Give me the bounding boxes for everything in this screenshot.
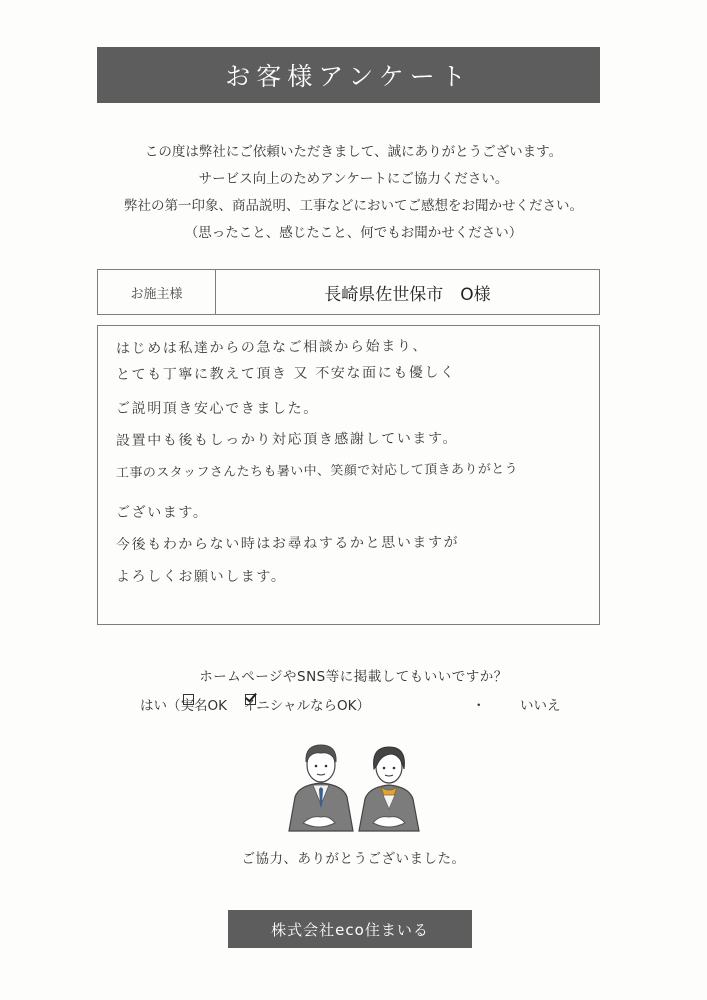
intro-line: この度は弊社にご依頼いただきまして、誠にありがとうございます。 (144, 144, 563, 160)
staff-woman-illustration (359, 747, 419, 831)
staff-man-illustration (289, 745, 353, 831)
comment-line: ご説明頂き安心できました。 (116, 401, 319, 417)
intro-line: 弊社の第一印象、商品説明、工事などにおいてご感想をお聞かせください。 (124, 198, 583, 214)
consent-question: ホームページやSNS等に掲載してもいいですか？ (199, 669, 508, 685)
intro-text (60, 139, 647, 247)
thanks-message: ご協力、ありがとうございました。 (241, 851, 466, 867)
comment-line: はじめは私達からの急なご相談から始まり、 (115, 338, 429, 357)
survey-title-bar (97, 47, 600, 103)
survey-title: お客様アンケート (225, 62, 472, 91)
comment-line: よろしくお願いします。 (116, 569, 287, 585)
initials-label: イニシャルならOK） (243, 698, 370, 714)
comment-line: とても丁寧に教えて頂き 又 不安な面にも優しく (115, 364, 456, 383)
initials-checkbox[interactable] (245, 694, 256, 705)
comment-line: 今後もわからない時はお尋ねするかと思いますが (115, 534, 460, 553)
comment-line: 工事のスタッフさんたちも暑い中、笑顔で対応して頂きありがとう (115, 461, 519, 481)
handwritten-comment-box (97, 325, 600, 625)
comment-line: ございます。 (116, 505, 209, 521)
real-name-checkbox[interactable] (183, 694, 194, 705)
yes-label: はい（ (140, 698, 181, 714)
no-option[interactable]: いいえ (520, 698, 561, 714)
client-info-table (97, 269, 600, 315)
company-name-bar (228, 910, 472, 948)
client-name: 長崎県佐世保市 O様 (324, 284, 491, 305)
intro-line: （思ったこと、感じたこと、何でもお聞かせください） (184, 225, 523, 241)
client-label: お施主様 (98, 270, 216, 314)
intro-line: サービス向上のためアンケートにご協力ください。 (198, 171, 509, 187)
consent-answers (140, 694, 580, 716)
staff-illustration (285, 735, 425, 835)
company-name: 株式会社eco住まいる (271, 920, 429, 939)
real-name-label: 実名OK (180, 698, 227, 714)
yes-option (140, 694, 370, 714)
option-separator: ・ (472, 698, 486, 714)
comment-line: 設置中も後もしっかり対応頂き感謝しています。 (115, 430, 459, 449)
